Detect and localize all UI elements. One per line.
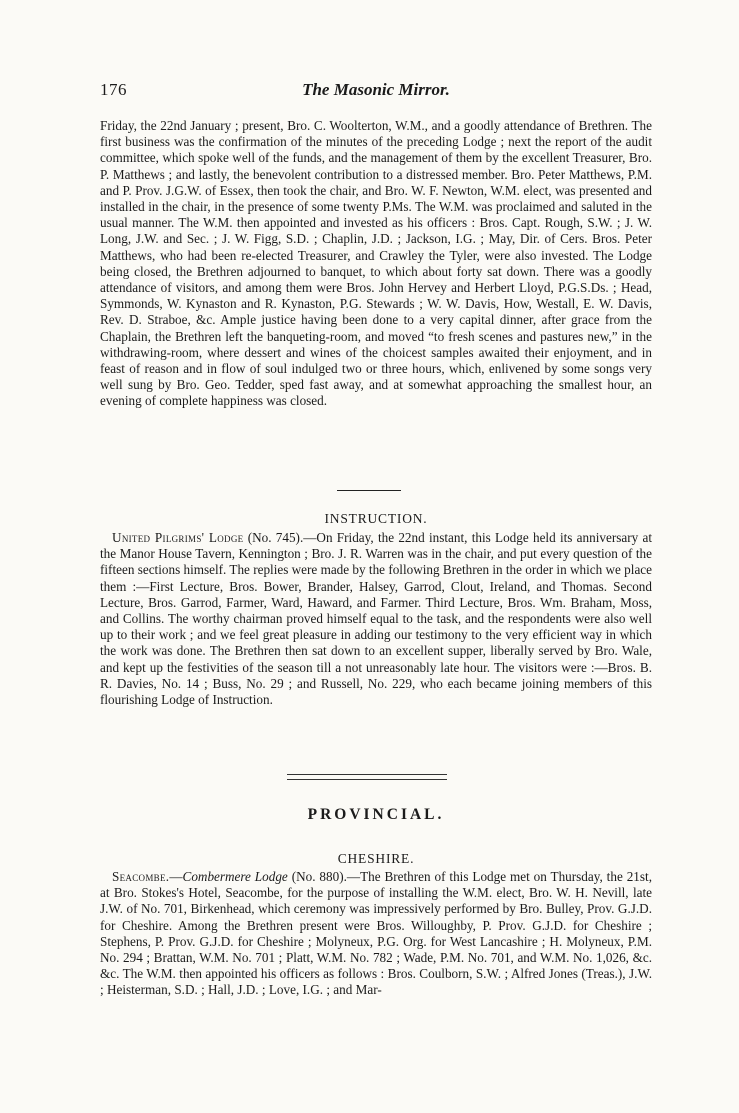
instruction-body: (No. 745).—On Friday, the 22nd instant, this Lodge held its anniversary at the Manor House Tavern, Kennington ; Bro. J. R. Warren was in the chair, and put every question of the fifteen sections himself. The replies were made by the following Brethren in the order in which we place them :—First Lecture, Bros. Bower, Brander, Halsey, Garrod, Clout, Ireland, and Thomas. Second Lecture, Bros. Garrod, Farmer, Ward, Haward, and Farmer. Third Lecture, Bros. Wm. Braham, Moss, and Collins. The worthy chairman proved himself equal to the task, and the respondents were also well up to their work ; and we feel great pleasure in adding our testimony to the very efficient way in which the work was done. The Brethren then sat down to an excellent supper, liberally served by Bro. Wale, and kept up the festivities of the season till a not unreasonably late hour. The visitors were :—Bros. B. R. Davies, No. 14 ; Buss, No. 29 ; and Russell, No. 229, who each became joining members of this flourishing Lodge of Instruction.	[100, 530, 652, 708]
instruction-heading: INSTRUCTION.	[324, 511, 428, 526]
double-divider	[287, 774, 447, 780]
place-name: Seacombe.	[112, 869, 170, 884]
lodge-name: United Pilgrims' Lodge	[112, 530, 244, 545]
lodge-name-italic: Combermere Lodge	[182, 869, 288, 884]
cheshire-paragraph: Seacombe.—Combermere Lodge (No. 880).—The Brethren of this Lodge met on Thursday, the 21st, at Bro. Stokes's Hotel, Seacombe, for the purpose of installing the W.M. elect, Bro. W. H. Nevill, late J.W. of No. 701, Birkenhead, which ceremony was impressively performed by Bro. Bulley, Prov. G.J.D. for Cheshire. Among the Brethren present were Bros. Willoughby, P. Prov. G.J.D. for Cheshire ; Stephens, P. Prov. G.J.D. for Cheshire ; Molyneux, P.G. Org. for West Lancashire ; H. Molyneux, P.M. No. 294 ; Brattan, W.M. No. 701 ; Platt, W.M. No. 782 ; Wade, P.M. No. 701, and W.M. No. 1,026, &c. &c. The W.M. then appointed his officers as follows : Bros. Coulborn, S.W. ; Alfred Jones (Treas.), J.W. ; Heisterman, S.D. ; Hall, J.D. ; Love, I.G. ; and Mar-	[100, 869, 652, 998]
lodge-report-paragraph: Friday, the 22nd January ; present, Bro. C. Woolterton, W.M., and a goodly attendance of Brethren. The first business was the confirmation of the minutes of the preceding Lodge ; next the report of the audit committee, which spoke well of the funds, and the management of them by the excellent Treasurer, Bro. P. Matthews ; and lastly, the benevolent contribution to a distressed member. Bro. Peter Matthews, P.M. and P. Prov. J.G.W. of Essex, then took the chair, and Bro. W. F. Newton, W.M. elect, was presented and installed in the chair, in the presence of some twenty P.Ms. The W.M. was proclaimed and saluted in the usual manner. The W.M. then appointed and invested as his officers : Bros. Capt. Rough, S.W. ; J. W. Long, J.W. and Sec. ; J. W. Figg, S.D. ; Chaplin, J.D. ; Jackson, I.G. ; May, Dir. of Cers. Bros. Peter Matthews, who had been re-elected Treasurer, and Crawley the Tyler, were also invested. The Lodge being closed, the Brethren adjourned to banquet, to which about forty sat down. There was a goodly attendance of visitors, and among them were Bros. John Hervey and Herbert Lloyd, P.G.S.Ds. ; Head, Symmonds, W. Kynaston and R. Kynaston, P.G. Stewards ; W. W. Davis, How, Westall, E. W. Davis, Rev. D. Straboe, &c. Ample justice having been done to a very capital dinner, after grace from the Chaplain, the Brethren left the banqueting-room, and moved “to fresh scenes and pastures new,” in the withdrawing-room, where dessert and wines of the choicest samples awaited their enjoyment, and in feast of reason and in flow of soul indulged two or three hours, which, enlivened by some songs very well sung by Bro. Geo. Tedder, sped fast away, and at somewhat approaching the smallest hour, an evening of complete happiness was closed.	[100, 118, 652, 409]
cheshire-subheading: CHESHIRE.	[337, 851, 415, 866]
page-number: 176	[100, 80, 127, 99]
running-title: The Masonic Mirror.	[302, 80, 450, 99]
section-divider	[337, 490, 401, 491]
cheshire-body: (No. 880).—The Brethren of this Lodge met on Thursday, the 21st, at Bro. Stokes's Hotel, Seacombe, for the purpose of installing the W.M. elect, Bro. W. H. Nevill, late J.W. of No. 701, Birkenhead, which ceremony was impressively performed by Bro. Bulley, Prov. G.J.D. for Cheshire. Among the Brethren present were Bros. Willoughby, P. Prov. G.J.D. for Cheshire ; Stephens, P. Prov. G.J.D. for Cheshire ; Molyneux, P.G. Org. for West Lancashire ; H. Molyneux, P.M. No. 294 ; Brattan, W.M. No. 701 ; Platt, W.M. No. 782 ; Wade, P.M. No. 701, and W.M. No. 1,026, &c. &c. The W.M. then appointed his officers as follows : Bros. Coulborn, S.W. ; Alfred Jones (Treas.), J.W. ; Heisterman, S.D. ; Hall, J.D. ; Love, I.G. ; and Mar-	[100, 869, 652, 998]
provincial-heading: PROVINCIAL.	[307, 806, 445, 823]
page-header	[100, 80, 652, 104]
instruction-paragraph	[100, 530, 652, 708]
